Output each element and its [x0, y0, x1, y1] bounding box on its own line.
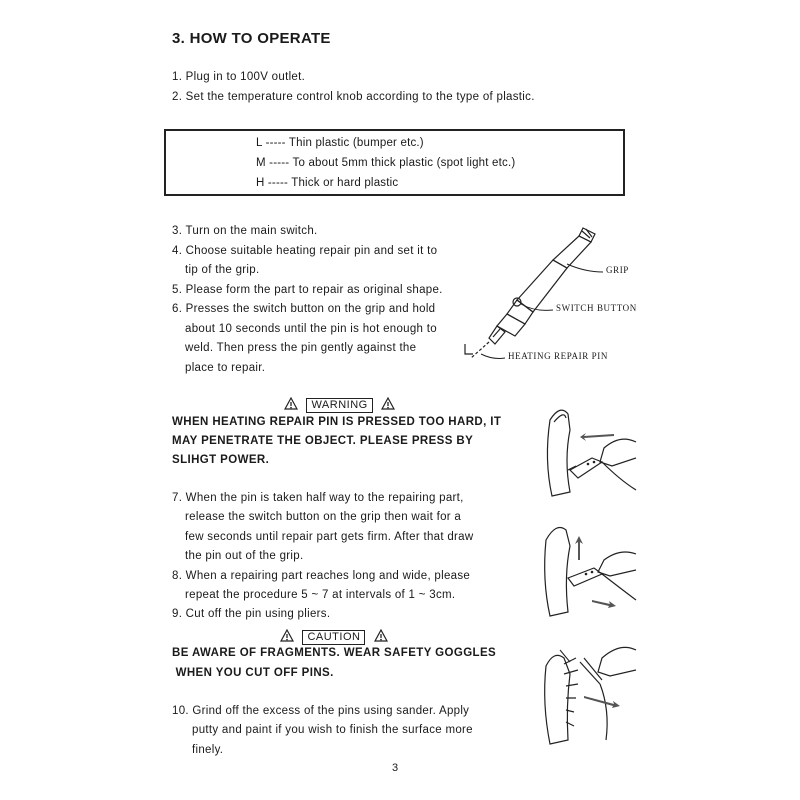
- step-6-cont-3: place to repair.: [185, 362, 266, 374]
- step-5: 5. Please form the part to repair as original shape.: [172, 284, 443, 296]
- temp-row-high: H ----- Thick or hard plastic: [256, 177, 399, 189]
- step-8: 8. When a repairing part reaches long and wide, please: [172, 570, 471, 582]
- warning-triangle-icon: [280, 629, 294, 642]
- step-7-cont-3: the pin out of the grip.: [185, 550, 304, 562]
- temp-row-medium: M ----- To about 5mm thick plastic (spot light etc.): [256, 157, 516, 169]
- cutting-pins-illustration: [540, 640, 640, 750]
- step-6-cont-1: about 10 seconds until the pin is hot enough to: [185, 323, 437, 335]
- caution-text-1: BE AWARE OF FRAGMENTS. WEAR SAFETY GOGGLES: [172, 647, 497, 659]
- step-4-cont: tip of the grip.: [185, 264, 260, 276]
- caution-label: CAUTION: [302, 630, 365, 645]
- section-title: 3. HOW TO OPERATE: [172, 30, 331, 47]
- callout-grip: GRIP: [606, 265, 629, 275]
- warning-triangle-icon: [284, 397, 298, 410]
- repair-tool-illustration: [455, 220, 630, 370]
- page-number: 3: [392, 762, 399, 774]
- warning-triangle-icon: [381, 397, 395, 410]
- warning-label: WARNING: [306, 398, 372, 413]
- warning-text-2: MAY PENETRATE THE OBJECT. PLEASE PRESS BY: [172, 435, 474, 447]
- warning-heading: [284, 395, 395, 413]
- step-2: 2. Set the temperature control knob according to the type of plastic.: [172, 91, 535, 103]
- step-4: 4. Choose suitable heating repair pin and set it to: [172, 245, 438, 257]
- warning-triangle-icon: [374, 629, 388, 642]
- drawing-pin-illustration: [540, 520, 640, 620]
- step-8-cont: repeat the procedure 5 ~ 7 at intervals of 1 ~ 3cm.: [185, 589, 456, 601]
- step-6-cont-2: weld. Then press the pin gently against the: [185, 342, 417, 354]
- temperature-table: [164, 129, 625, 196]
- pressing-pin-illustration: [540, 400, 640, 500]
- caution-text-2: WHEN YOU CUT OFF PINS.: [172, 667, 334, 679]
- temp-row-low: L ----- Thin plastic (bumper etc.): [256, 137, 424, 149]
- step-7: 7. When the pin is taken half way to the repairing part,: [172, 492, 464, 504]
- callout-heating-repair-pin: HEATING REPAIR PIN: [508, 351, 608, 361]
- step-9: 9. Cut off the pin using pliers.: [172, 608, 331, 620]
- step-10-cont-1: putty and paint if you wish to finish the surface more: [192, 724, 473, 736]
- warning-text-1: WHEN HEATING REPAIR PIN IS PRESSED TOO HARD, IT: [172, 416, 502, 428]
- warning-text-3: SLIHGT POWER.: [172, 454, 270, 466]
- step-10-cont-2: finely.: [192, 744, 224, 756]
- step-7-cont-2: few seconds until repair part gets firm. After that draw: [185, 531, 474, 543]
- step-3: 3. Turn on the main switch.: [172, 225, 318, 237]
- step-7-cont-1: release the switch button on the grip then wait for a: [185, 511, 462, 523]
- step-1: 1. Plug in to 100V outlet.: [172, 71, 306, 83]
- callout-switch-button: SWITCH BUTTON: [556, 303, 637, 313]
- step-6: 6. Presses the switch button on the grip and hold: [172, 303, 436, 315]
- step-10: 10. Grind off the excess of the pins using sander. Apply: [172, 705, 470, 717]
